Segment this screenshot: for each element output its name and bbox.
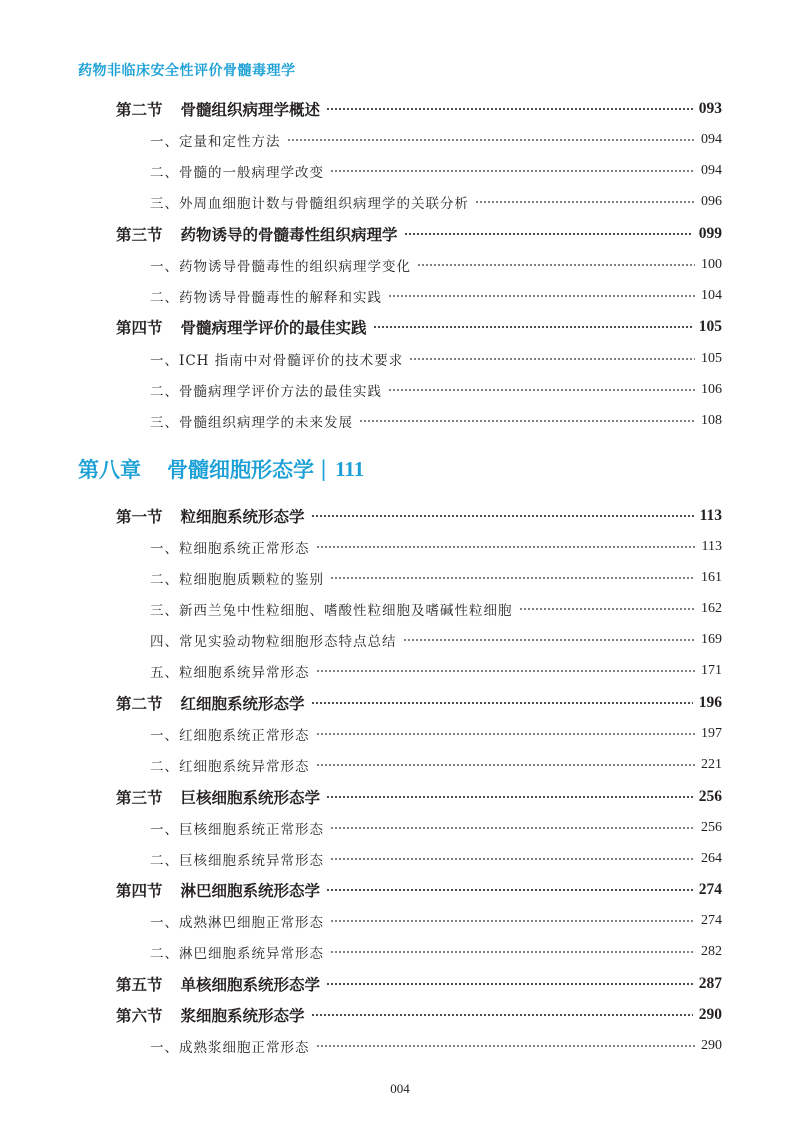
entry-title: 一、成熟淋巴细胞正常形态 bbox=[150, 915, 324, 931]
entry-title: 一、粒细胞系统正常形态 bbox=[150, 541, 310, 557]
dot-leader bbox=[316, 732, 696, 736]
toc-item-row[interactable] bbox=[0, 408, 800, 434]
entry-page-number: 171 bbox=[701, 663, 722, 678]
toc-item-row[interactable] bbox=[0, 596, 800, 622]
toc-section-row[interactable] bbox=[0, 503, 800, 529]
toc-item-row[interactable] bbox=[0, 815, 800, 841]
toc-item-row[interactable] bbox=[0, 939, 800, 965]
dot-leader bbox=[316, 669, 696, 673]
entry-title: 二、巨核细胞系统异常形态 bbox=[150, 853, 324, 869]
toc-item-row[interactable] bbox=[0, 127, 800, 153]
dot-leader bbox=[417, 263, 695, 267]
entry-page-number: 290 bbox=[701, 1038, 722, 1053]
entry-title: 三、外周血细胞计数与骨髓组织病理学的关联分析 bbox=[150, 196, 469, 212]
section-title: 骨髓组织病理学概述 bbox=[180, 100, 321, 119]
dot-leader bbox=[388, 294, 695, 298]
entry-title: 一、红细胞系统正常形态 bbox=[150, 728, 310, 744]
entry-page-number: 113 bbox=[701, 539, 722, 554]
entry-title: 一、巨核细胞系统正常形态 bbox=[150, 822, 324, 838]
entry-title: 二、骨髓病理学评价方法的最佳实践 bbox=[150, 384, 382, 400]
section-page-number: 093 bbox=[698, 100, 722, 117]
dot-leader bbox=[409, 357, 695, 361]
section-title: 浆细胞系统形态学 bbox=[180, 1006, 305, 1025]
entry-title: 五、粒细胞系统异常形态 bbox=[150, 665, 310, 681]
entry-title: 三、新西兰兔中性粒细胞、嗜酸性粒细胞及嗜碱性粒细胞 bbox=[150, 603, 513, 619]
dot-leader bbox=[359, 419, 695, 423]
page-number: 004 bbox=[390, 1081, 410, 1096]
section-title: 巨核细胞系统形态学 bbox=[180, 788, 321, 807]
entry-title: 一、成熟浆细胞正常形态 bbox=[150, 1040, 310, 1056]
section-number: 第一节 bbox=[116, 509, 163, 526]
dot-leader bbox=[475, 200, 695, 204]
dot-leader bbox=[316, 763, 696, 767]
dot-leader bbox=[330, 169, 695, 173]
entry-page-number: 169 bbox=[701, 632, 722, 647]
entry-title: 四、常见实验动物粒细胞形态特点总结 bbox=[150, 634, 397, 650]
entry-page-number: 100 bbox=[701, 257, 722, 272]
section-number: 第二节 bbox=[116, 102, 163, 119]
entry-title: 三、骨髓组织病理学的未来发展 bbox=[150, 415, 353, 431]
toc-section-row[interactable] bbox=[0, 96, 800, 122]
entry-title: 二、骨髓的一般病理学改变 bbox=[150, 165, 324, 181]
entry-page-number: 264 bbox=[701, 851, 722, 866]
entry-page-number: 094 bbox=[701, 163, 722, 178]
section-title: 粒细胞系统形态学 bbox=[180, 507, 305, 526]
entry-page-number: 221 bbox=[701, 757, 722, 772]
dot-leader bbox=[373, 325, 693, 329]
section-number: 第二节 bbox=[116, 696, 163, 713]
toc-section-row[interactable] bbox=[0, 221, 800, 247]
dot-leader bbox=[316, 1044, 696, 1048]
dot-leader bbox=[326, 795, 693, 799]
entry-page-number: 162 bbox=[701, 601, 722, 616]
entry-page-number: 108 bbox=[701, 413, 722, 428]
dot-leader bbox=[311, 1013, 693, 1017]
running-header: 药物非临床安全性评价骨髓毒理学 bbox=[78, 63, 296, 79]
entry-page-number: 106 bbox=[701, 382, 722, 397]
dot-leader bbox=[330, 576, 695, 580]
entry-title: 一、定量和定性方法 bbox=[150, 134, 281, 150]
dot-leader bbox=[326, 107, 693, 111]
dot-leader bbox=[287, 138, 696, 142]
toc-item-row[interactable] bbox=[0, 534, 800, 560]
toc-item-row[interactable] bbox=[0, 158, 800, 184]
section-page-number: 105 bbox=[698, 318, 722, 335]
section-page-number: 290 bbox=[698, 1006, 722, 1023]
section-number: 第六节 bbox=[116, 1008, 163, 1025]
chapter-page-number: 111 bbox=[335, 456, 365, 481]
dot-leader bbox=[519, 607, 696, 611]
section-page-number: 196 bbox=[698, 694, 722, 711]
entry-page-number: 256 bbox=[701, 820, 722, 835]
dot-leader bbox=[311, 514, 694, 518]
section-number: 第四节 bbox=[116, 320, 163, 337]
dot-leader bbox=[388, 388, 695, 392]
section-title: 淋巴细胞系统形态学 bbox=[180, 881, 321, 900]
section-number: 第四节 bbox=[116, 883, 163, 900]
toc-item-row[interactable] bbox=[0, 752, 800, 778]
toc-section-row[interactable] bbox=[0, 314, 800, 340]
toc-item-row[interactable] bbox=[0, 658, 800, 684]
entry-page-number: 096 bbox=[701, 194, 722, 209]
section-number: 第三节 bbox=[116, 790, 163, 807]
entry-page-number: 094 bbox=[701, 132, 722, 147]
section-number: 第三节 bbox=[116, 227, 163, 244]
toc-item-row[interactable] bbox=[0, 346, 800, 372]
section-page-number: 113 bbox=[699, 507, 722, 524]
dot-leader bbox=[326, 982, 693, 986]
toc-section-row[interactable] bbox=[0, 690, 800, 716]
dot-leader bbox=[403, 638, 696, 642]
toc-item-row[interactable] bbox=[0, 1033, 800, 1059]
toc-item-row[interactable] bbox=[0, 908, 800, 934]
toc-section-row[interactable] bbox=[0, 877, 800, 903]
toc-item-row[interactable] bbox=[0, 377, 800, 403]
section-page-number: 099 bbox=[698, 225, 722, 242]
toc-item-row[interactable] bbox=[0, 283, 800, 309]
dot-leader bbox=[330, 919, 695, 923]
toc-item-row[interactable] bbox=[0, 627, 800, 653]
dot-leader bbox=[316, 545, 696, 549]
toc-item-row[interactable] bbox=[0, 189, 800, 215]
entry-title: 二、药物诱导骨髓毒性的解释和实践 bbox=[150, 290, 382, 306]
toc-chapter-row[interactable] bbox=[0, 452, 800, 486]
entry-title: 二、红细胞系统异常形态 bbox=[150, 759, 310, 775]
section-page-number: 287 bbox=[698, 975, 722, 992]
section-title: 骨髓病理学评价的最佳实践 bbox=[180, 318, 367, 337]
entry-title: 二、粒细胞胞质颗粒的鉴别 bbox=[150, 572, 324, 588]
entry-title: 一、药物诱导骨髓毒性的组织病理学变化 bbox=[150, 259, 411, 275]
chapter-number: 第八章 bbox=[78, 458, 141, 482]
chapter-title: 骨髓细胞形态学 bbox=[167, 457, 314, 482]
toc-section-row[interactable] bbox=[0, 784, 800, 810]
entry-title: 二、淋巴细胞系统异常形态 bbox=[150, 946, 324, 962]
entry-title: 一、ICH 指南中对骨髓评价的技术要求 bbox=[150, 353, 404, 369]
section-title: 单核细胞系统形态学 bbox=[180, 975, 321, 994]
toc-item-row[interactable] bbox=[0, 252, 800, 278]
toc-item-row[interactable] bbox=[0, 565, 800, 591]
section-page-number: 274 bbox=[698, 881, 722, 898]
dot-leader bbox=[330, 826, 695, 830]
dot-leader bbox=[326, 888, 693, 892]
toc-item-row[interactable] bbox=[0, 846, 800, 872]
entry-page-number: 197 bbox=[701, 726, 722, 741]
dot-leader bbox=[404, 232, 693, 236]
toc-section-row[interactable] bbox=[0, 1002, 800, 1028]
section-number: 第五节 bbox=[116, 977, 163, 994]
section-title: 红细胞系统形态学 bbox=[180, 694, 305, 713]
entry-page-number: 282 bbox=[701, 944, 722, 959]
entry-page-number: 161 bbox=[701, 570, 722, 585]
toc-item-row[interactable] bbox=[0, 721, 800, 747]
entry-page-number: 104 bbox=[701, 288, 722, 303]
chapter-separator: | bbox=[320, 457, 328, 481]
section-page-number: 256 bbox=[698, 788, 722, 805]
entry-page-number: 274 bbox=[701, 913, 722, 928]
dot-leader bbox=[311, 701, 693, 705]
toc-section-row[interactable] bbox=[0, 971, 800, 997]
dot-leader bbox=[330, 950, 695, 954]
dot-leader bbox=[330, 857, 695, 861]
entry-page-number: 105 bbox=[701, 351, 722, 366]
section-title: 药物诱导的骨髓毒性组织病理学 bbox=[180, 225, 398, 244]
